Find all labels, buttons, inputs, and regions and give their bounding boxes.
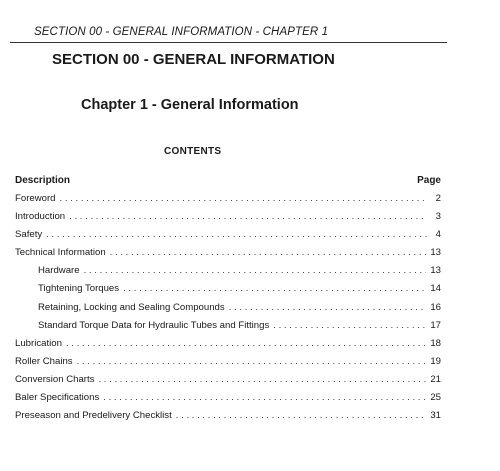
toc-leader-dots xyxy=(103,389,426,407)
toc-entry-page: 25 xyxy=(430,392,441,404)
toc-entry-label: Hardware xyxy=(38,265,80,277)
toc-entry-page: 2 xyxy=(435,193,441,204)
toc-entry-label: Lubrication xyxy=(15,337,62,349)
toc-entry-conversion-charts[interactable] xyxy=(15,371,441,389)
toc-entry-label: Conversion Charts xyxy=(15,373,95,385)
toc-entry-hardware[interactable] xyxy=(15,262,441,280)
toc-entry-label: Introduction xyxy=(15,211,66,223)
toc-entry-page: 16 xyxy=(430,301,441,313)
toc-entry-label: Foreword xyxy=(15,193,56,204)
toc-entry-page: 31 xyxy=(430,410,441,422)
toc-entry-technical-information[interactable] xyxy=(15,244,441,262)
toc-column-page: Page xyxy=(417,175,441,186)
toc-leader-dots xyxy=(60,190,427,208)
toc-leader-dots xyxy=(123,280,426,298)
contents-title: CONTENTS xyxy=(164,146,222,157)
toc-entry-preseason-checklist[interactable] xyxy=(15,407,441,425)
section-title: SECTION 00 - GENERAL INFORMATION xyxy=(52,51,335,68)
toc-entry-roller-chains[interactable] xyxy=(15,353,441,371)
chapter-title: Chapter 1 - General Information xyxy=(81,97,299,113)
toc-column-description: Description xyxy=(15,175,71,186)
toc-leader-dots xyxy=(84,262,427,280)
toc-leader-dots xyxy=(66,335,426,353)
toc-leader-dots xyxy=(98,371,426,389)
toc-entry-safety[interactable] xyxy=(15,226,441,244)
toc-leader-dots xyxy=(176,407,427,425)
toc-header xyxy=(15,173,441,188)
toc-leader-dots xyxy=(229,299,427,317)
toc-leader-dots xyxy=(46,226,427,244)
toc-leader-dots xyxy=(110,244,427,262)
toc-entry-page: 18 xyxy=(430,337,441,349)
toc-entry-label: Retaining, Locking and Sealing Compounds xyxy=(38,301,225,313)
toc-entry-label: Preseason and Predelivery Checklist xyxy=(15,410,172,422)
toc-entry-standard-torque-data[interactable] xyxy=(15,317,441,335)
header-rule xyxy=(10,42,447,43)
toc-leader-dots xyxy=(77,353,427,371)
toc-entry-label: Tightening Torques xyxy=(38,283,120,295)
toc-entry-baler-specifications[interactable] xyxy=(15,389,441,407)
toc-entry-page: 21 xyxy=(430,373,441,385)
table-of-contents xyxy=(15,173,441,425)
toc-entry-label: Safety xyxy=(15,229,43,241)
toc-entry-page: 14 xyxy=(430,283,441,295)
toc-entry-label: Baler Specifications xyxy=(15,392,100,404)
toc-entry-page: 19 xyxy=(430,355,441,367)
toc-leader-dots xyxy=(273,317,426,335)
toc-entry-foreword[interactable] xyxy=(15,190,441,208)
toc-entry-lubrication[interactable] xyxy=(15,335,441,353)
running-header: SECTION 00 - GENERAL INFORMATION - CHAPTER 1 xyxy=(34,26,329,38)
toc-entry-page: 13 xyxy=(430,247,441,259)
toc-entry-label: Technical Information xyxy=(15,247,106,259)
toc-entry-retaining-compounds[interactable] xyxy=(15,299,441,317)
toc-entry-page: 4 xyxy=(435,229,441,241)
toc-entry-label: Standard Torque Data for Hydraulic Tubes and Fittings xyxy=(38,319,270,331)
toc-entry-page: 17 xyxy=(430,319,441,331)
toc-entry-page: 13 xyxy=(430,265,441,277)
toc-entry-page: 3 xyxy=(435,211,441,223)
toc-entry-label: Roller Chains xyxy=(15,355,73,367)
toc-leader-dots xyxy=(69,208,427,226)
toc-entry-introduction[interactable] xyxy=(15,208,441,226)
toc-entry-tightening-torques[interactable] xyxy=(15,280,441,298)
